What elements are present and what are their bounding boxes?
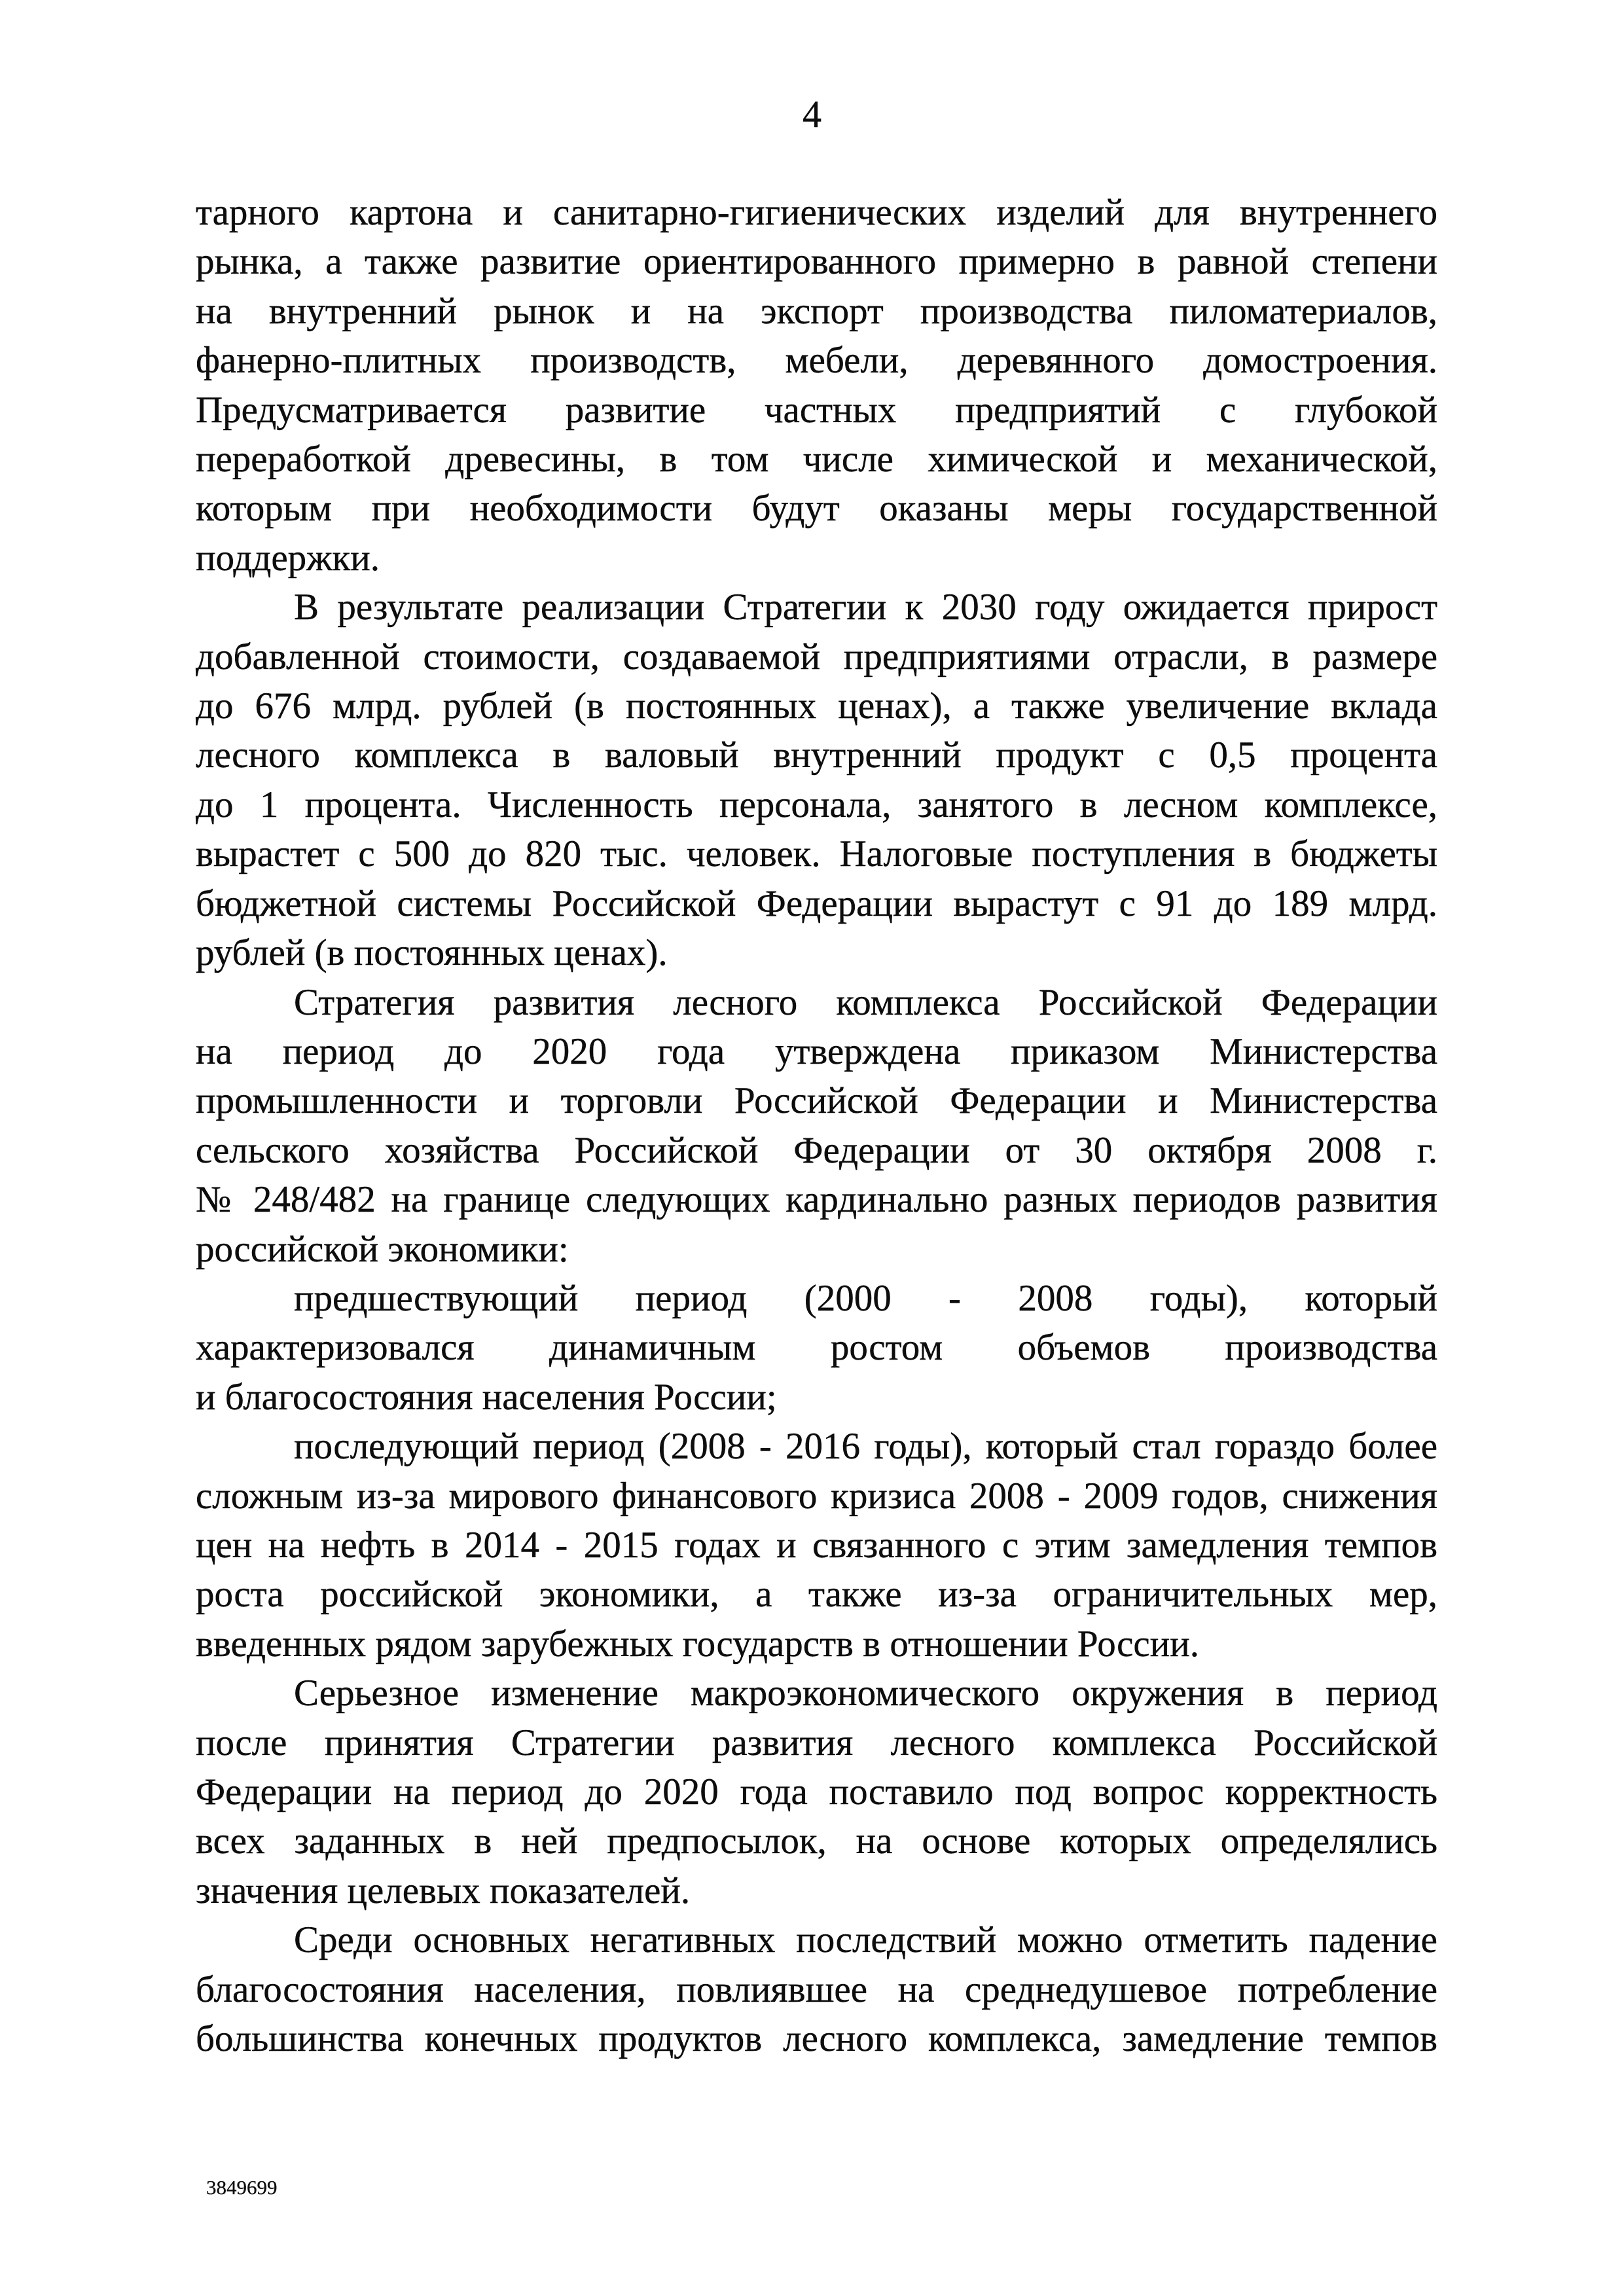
text-line: бюджетной системы Российской Федерации вырастут с 91 до 189 млрд. xyxy=(196,882,1437,924)
text-line: характеризовался динамичным ростом объемов производства xyxy=(196,1327,1437,1369)
text-line: промышленности и торговли Российской Федерации и Министерства xyxy=(196,1080,1437,1122)
text-line: цен на нефть в 2014 - 2015 годах и связанного с этим замедления темпов xyxy=(196,1524,1437,1566)
page-number: 4 xyxy=(803,93,821,136)
text-line: добавленной стоимости, создаваемой предприятиями отрасли, в размере xyxy=(196,636,1437,678)
text-line: предшествующий период (2000 - 2008 годы), который xyxy=(294,1277,1437,1319)
text-line: всех заданных в ней предпосылок, на основе которых определялись xyxy=(196,1820,1437,1862)
text-line: Серьезное изменение макроэкономического окружения в период xyxy=(294,1672,1437,1714)
text-line: российской экономики: xyxy=(196,1228,569,1270)
paragraph xyxy=(196,978,1437,1274)
text-line: сложным из-за мирового финансового кризиса 2008 - 2009 годов, снижения xyxy=(196,1475,1437,1517)
paragraph xyxy=(196,1422,1437,1669)
paragraph xyxy=(196,1274,1437,1422)
text-line: Среди основных негативных последствий можно отметить падение xyxy=(294,1919,1437,1961)
text-line: Стратегия развития лесного комплекса Российской Федерации xyxy=(294,981,1437,1023)
text-line: последующий период (2008 - 2016 годы), который стал гораздо более xyxy=(294,1426,1437,1468)
text-line: и благосостояния населения России; xyxy=(196,1376,777,1418)
document-code: 3849699 xyxy=(206,2176,278,2199)
text-line: которым при необходимости будут оказаны меры государственной xyxy=(196,488,1437,530)
text-line: вырастет с 500 до 820 тыс. человек. Налоговые поступления в бюджеты xyxy=(196,833,1437,875)
text-line: до 676 млрд. рублей (в постоянных ценах), а также увеличение вклада xyxy=(196,685,1437,727)
text-line: Предусматривается развитие частных предприятий с глубокой xyxy=(196,389,1437,431)
text-line: значения целевых показателей. xyxy=(196,1870,691,1911)
text-line: фанерно-плитных производств, мебели, деревянного домостроения. xyxy=(196,340,1437,382)
paragraph-continuation xyxy=(196,188,1437,583)
paragraph xyxy=(196,1915,1437,2063)
text-line: на период до 2020 года утверждена приказом Министерства xyxy=(196,1030,1437,1072)
text-line: благосостояния населения, повлиявшее на среднедушевое потребление xyxy=(196,1968,1437,2010)
text-line: поддержки. xyxy=(196,537,380,579)
text-line: переработкой древесины, в том числе химической и механической, xyxy=(196,439,1437,480)
paragraph xyxy=(196,583,1437,977)
text-line: большинства конечных продуктов лесного комплекса, замедление темпов xyxy=(196,2018,1437,2060)
text-line: тарного картона и санитарно-гигиенических изделий для внутреннего xyxy=(196,192,1437,233)
text-line: Федерации на период до 2020 года поставило под вопрос корректность xyxy=(196,1771,1437,1813)
text-line: введенных рядом зарубежных государств в отношении России. xyxy=(196,1623,1199,1665)
document-body xyxy=(196,188,1437,2063)
text-line: рынка, а также развитие ориентированного примерно в равной степени xyxy=(196,241,1437,283)
text-line: до 1 процента. Численность персонала, занятого в лесном комплексе, xyxy=(196,784,1437,825)
text-line: сельского хозяйства Российской Федерации от 30 октября 2008 г. xyxy=(196,1129,1437,1171)
text-line: роста российской экономики, а также из-за ограничительных мер, xyxy=(196,1574,1437,1616)
text-line: после принятия Стратегии развития лесного комплекса Российской xyxy=(196,1722,1437,1763)
text-line: № 248/482 на границе следующих кардинально разных периодов развития xyxy=(196,1179,1437,1221)
text-line: В результате реализации Стратегии к 2030 году ожидается прирост xyxy=(294,587,1437,628)
text-line: рублей (в постоянных ценах). xyxy=(196,932,668,974)
paragraph xyxy=(196,1669,1437,1915)
text-line: лесного комплекса в валовый внутренний продукт с 0,5 процента xyxy=(196,734,1437,776)
text-line: на внутренний рынок и на экспорт производства пиломатериалов, xyxy=(196,290,1437,332)
